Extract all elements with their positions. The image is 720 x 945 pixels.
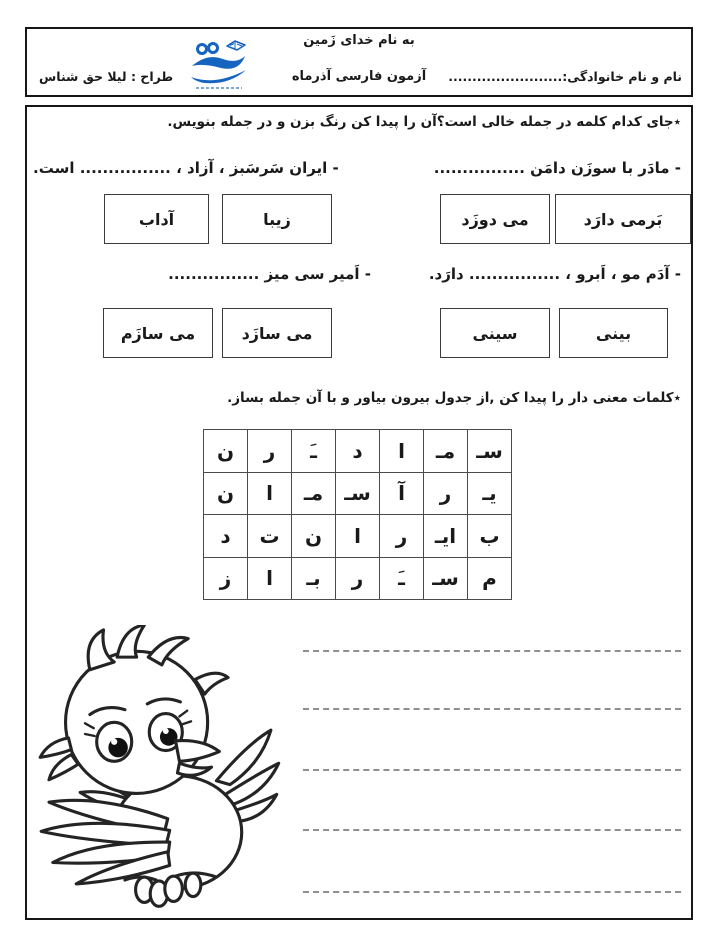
grid-cell: ن [204,430,248,473]
grid-cell: ا [248,473,292,516]
grid-cell: ز [204,558,248,601]
grid-cell: ـَ [380,558,424,601]
choice-box-bini: بینی [559,308,668,358]
sentence-amir: - اَمیر سی میز ................ [168,265,371,283]
grid-cell: ایـ [424,515,468,558]
grid-cell: سـ [468,430,512,473]
name-field-label: نام و نام خانوادگی:........................ [448,69,682,84]
chick-illustration [29,625,287,917]
writing-line [303,650,681,652]
grid-cell: بـ [292,558,336,601]
grid-cell: ت [248,515,292,558]
grid-cell: ر [336,558,380,601]
sentence-mother: - مادَر با سوزَن دامَن ................ [433,159,681,177]
grid-cell: م [468,558,512,601]
grid-cell: د [204,515,248,558]
writing-line [303,891,681,893]
grid-cell: ر [248,430,292,473]
choice-box-ziba: زیبا [222,194,332,244]
header-box [25,27,693,97]
grid-cell: ا [336,515,380,558]
grid-cell: ـَ [292,430,336,473]
grid-cell: یـ [468,473,512,516]
grid-cell: ر [424,473,468,516]
grid-cell: آ [380,473,424,516]
sentence-adam: - آدَم مو ، اَبرو ، ................ دارَد. [428,265,681,283]
grid-cell: ن [292,515,336,558]
writing-line [303,829,681,831]
choice-box-sini: سینی [440,308,550,358]
designer-credit: طراح : لیلا حق شناس [39,69,174,84]
grid-cell: ا [248,558,292,601]
choice-box-misazam: می سازَم [103,308,213,358]
grid-cell: مـ [292,473,336,516]
writing-line [303,708,681,710]
grid-cell: ر [380,515,424,558]
writing-line [303,769,681,771]
choice-box-adab: آداب [104,194,209,244]
q1-instruction: ٭جای کدام کلمه در جمله خالی است؟آن را پیدا کن رنگ بزن و در جمله بنویس. [167,114,681,130]
choice-box-midoozad: می دوزَد [440,194,550,244]
grid-cell: سـ [424,558,468,601]
grid-cell: سـ [336,473,380,516]
grid-cell: ن [204,473,248,516]
bismillah-text: به نام خدای زَمین [303,33,415,48]
letter-grid [203,429,512,600]
grid-cell: د [336,430,380,473]
exam-title: آزمون فارسی آذرماه [291,69,427,84]
grid-cell: ا [380,430,424,473]
grid-cell: مـ [424,430,468,473]
content-box [25,105,693,920]
q2-instruction: ٭کلمات معنی دار را پیدا کن ,از جدول بیرون بیاور و با آن جمله بساز. [227,390,681,406]
grid-cell: ب [468,515,512,558]
choice-box-misazad: می سازَد [222,308,332,358]
publisher-logo-icon [187,36,251,92]
choice-box-barmidarad: بَرمی دارَد [555,194,691,244]
sentence-iran: - ایران سَرسَبز ، آزاد ، ................ است. [33,159,339,177]
